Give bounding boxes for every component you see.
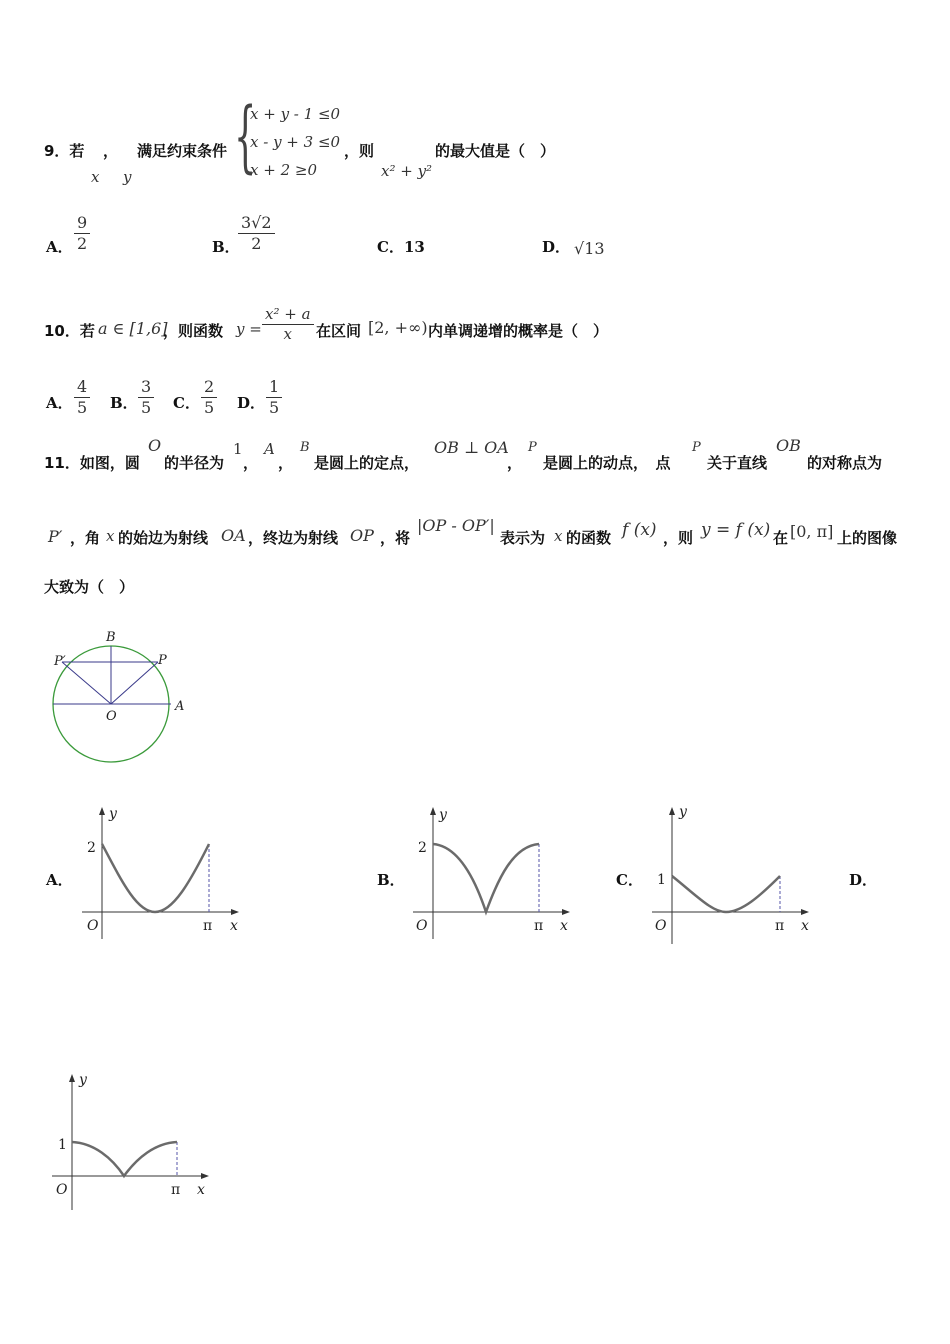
- q9-expression: x² + y²: [381, 162, 433, 180]
- curve: [672, 876, 780, 912]
- q10-option-a-label: A．: [46, 394, 73, 412]
- q11-text-fixed: 是圆上的定点，: [314, 454, 420, 472]
- q11-op: OP: [350, 526, 374, 545]
- q10-option-c-label: C．: [173, 394, 200, 412]
- q10-interval-text: 在区间: [316, 322, 362, 340]
- q11-text-let: ，将: [380, 529, 411, 547]
- q10-option-b-num: 3: [138, 378, 154, 398]
- q9-constraint-2: x - y + 3 ≤0: [250, 133, 341, 151]
- q10-option-d-den: 5: [269, 398, 280, 418]
- origin-label: O: [87, 918, 99, 934]
- q11-abs-expression: |OP - OP′|: [417, 516, 495, 535]
- y-max-label: 2: [87, 840, 96, 856]
- q10-option-c-value: [201, 378, 217, 418]
- y-max-label: 1: [657, 872, 666, 888]
- q9-number: 9．若: [44, 142, 85, 160]
- q10-option-a-den: 5: [77, 398, 88, 418]
- q10-function: [262, 306, 314, 344]
- x-label: x: [197, 1182, 205, 1198]
- q11-circle-figure: [44, 624, 204, 770]
- curve: [433, 844, 539, 912]
- q10-option-d-num: 1: [266, 378, 282, 398]
- q10-option-c-den: 5: [204, 398, 215, 418]
- q10-condition: a ∈ [1,6]: [98, 319, 168, 338]
- q9-comma: ，: [103, 142, 119, 160]
- q10-option-b-label: B．: [110, 394, 138, 412]
- curve: [102, 844, 209, 912]
- curve: [72, 1142, 177, 1176]
- q9-option-b-value: [238, 214, 275, 254]
- q11-graph-a: [82, 804, 247, 944]
- q10-option-a-value: [74, 378, 90, 418]
- label-p-prime: P′: [54, 654, 66, 669]
- q11-number: 11．如图，圆: [44, 454, 140, 472]
- q10-function-num: x² + a: [262, 306, 314, 325]
- q11-perp: OB ⊥ OA: [434, 438, 509, 457]
- q11-text-roughly: 大致为（ ）: [44, 578, 135, 596]
- q10-question-tail: 内单调递增的概率是（ ）: [428, 322, 609, 340]
- pi-label: π: [171, 1182, 181, 1198]
- pi-label: π: [203, 918, 213, 934]
- q9-constraint-1: x + y - 1 ≤0: [250, 105, 341, 123]
- q10-option-b-value: [138, 378, 154, 418]
- q11-text-then: ，则: [663, 529, 694, 547]
- y-max-label: 1: [58, 1137, 67, 1153]
- q11-text-symmetric: 的对称点为: [807, 454, 883, 472]
- y-label: y: [439, 807, 447, 823]
- label-b: B: [106, 630, 116, 645]
- x-label: x: [801, 918, 809, 934]
- q10-option-d-value: [266, 378, 282, 418]
- q11-x: x: [106, 527, 115, 545]
- y-axis-arrow: [430, 807, 436, 815]
- x-axis-arrow: [562, 909, 570, 915]
- q11-ob: OB: [776, 436, 801, 455]
- q9-option-a-label: A．: [46, 238, 73, 256]
- q11-p-2: P: [692, 440, 701, 455]
- q10-y-equals: y =: [236, 320, 262, 338]
- q11-option-d-label: D．: [849, 871, 878, 889]
- y-axis-arrow: [99, 807, 105, 815]
- q11-b: B: [300, 440, 310, 455]
- q10-number: 10．若: [44, 322, 95, 340]
- q11-domain: [0, π]: [790, 522, 834, 541]
- label-a: A: [175, 699, 185, 714]
- q11-text-express: 表示为: [500, 529, 546, 547]
- q11-text-radius: 的半径为: [164, 454, 225, 472]
- q11-text-initial-side: 的始边为射线: [118, 529, 209, 547]
- q9-option-d-value: √13: [574, 239, 605, 258]
- q9-option-a-value: [74, 214, 90, 254]
- x-label: x: [560, 918, 568, 934]
- q11-x-2: x: [554, 527, 563, 545]
- origin-label: O: [655, 918, 667, 934]
- q10-func-text: ，则函数: [163, 322, 224, 340]
- q11-graph-b: [413, 804, 578, 944]
- y-label: y: [79, 1072, 87, 1088]
- x-axis-arrow: [231, 909, 239, 915]
- origin-label: O: [416, 918, 428, 934]
- q9-constraint-system: [250, 100, 340, 184]
- q11-text-about-line: 关于直线: [707, 454, 768, 472]
- x-axis-arrow: [801, 909, 809, 915]
- q9-var-y: y: [123, 168, 132, 186]
- segment-op: [111, 662, 158, 704]
- x-axis-arrow: [201, 1173, 209, 1179]
- q11-p-prime: P′: [48, 527, 63, 546]
- q11-graph-c: [652, 804, 817, 944]
- q9-question-tail: 的最大值是（ ）: [435, 142, 556, 160]
- q9-option-b-label: B．: [212, 238, 240, 256]
- q11-p: P: [528, 440, 537, 455]
- q9-var-x: x: [91, 168, 100, 186]
- label-p: P: [158, 653, 167, 668]
- q11-text-angle: ，角: [70, 529, 101, 547]
- q11-option-b-label: B．: [377, 871, 405, 889]
- q11-comma-1: ，: [243, 454, 259, 472]
- q10-function-den: x: [283, 325, 292, 344]
- y-axis-arrow: [69, 1074, 75, 1082]
- q11-text-function: 的函数: [566, 529, 612, 547]
- q9-option-b-num: 3√2: [238, 214, 275, 234]
- q11-text-terminal-side: ，终边为射线: [248, 529, 339, 547]
- q9-then: ，则: [344, 142, 375, 160]
- q10-option-b-den: 5: [141, 398, 152, 418]
- q9-constraint-3: x + 2 ≥0: [250, 161, 317, 179]
- q11-text-moving: 是圆上的动点， 点: [543, 454, 671, 472]
- q11-y-fx: y = f (x): [701, 520, 771, 540]
- q11-one: 1: [233, 440, 243, 458]
- label-o: O: [106, 709, 117, 724]
- origin-label: O: [56, 1182, 68, 1198]
- q9-option-a-den: 2: [77, 234, 88, 254]
- q9-condition-text: 满足约束条件: [137, 142, 228, 160]
- pi-label: π: [775, 918, 785, 934]
- q10-option-d-label: D．: [237, 394, 266, 412]
- q11-option-c-label: C．: [616, 871, 643, 889]
- q11-graph-d: [52, 1068, 217, 1213]
- q11-comma-2: ，: [278, 454, 294, 472]
- segment-op-prime: [62, 662, 111, 704]
- q11-text-on: 在: [773, 529, 789, 547]
- q9-left-brace: {: [234, 92, 257, 182]
- q9-option-c: C．13: [377, 238, 425, 256]
- q10-option-c-num: 2: [201, 378, 217, 398]
- y-label: y: [679, 804, 687, 820]
- q11-option-a-label: A．: [46, 871, 73, 889]
- q10-interval: [2, +∞): [368, 318, 428, 337]
- q11-a: A: [264, 440, 275, 458]
- y-label: y: [109, 806, 117, 822]
- q9-option-b-den: 2: [251, 234, 262, 254]
- y-max-label: 2: [418, 840, 427, 856]
- y-axis-arrow: [669, 807, 675, 815]
- q11-comma-3: ，: [507, 454, 523, 472]
- q9-option-a-num: 9: [74, 214, 90, 234]
- x-label: x: [230, 918, 238, 934]
- pi-label: π: [534, 918, 544, 934]
- q10-option-a-num: 4: [74, 378, 90, 398]
- q11-fx: f (x): [622, 520, 657, 540]
- q9-option-d-label: D．: [542, 238, 571, 256]
- q11-oa: OA: [221, 526, 246, 545]
- q11-o: O: [148, 436, 162, 455]
- q11-text-graph: 上的图像: [837, 529, 898, 547]
